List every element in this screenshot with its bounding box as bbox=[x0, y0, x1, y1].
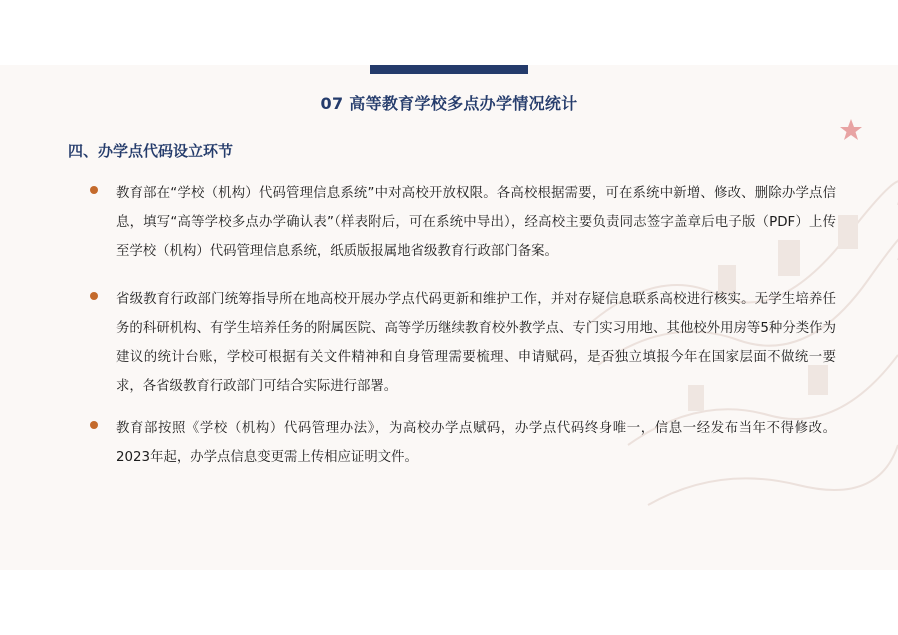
page-title: 07 高等教育学校多点办学情况统计 bbox=[320, 94, 578, 113]
star-icon bbox=[839, 118, 863, 142]
bullet-text: 省级教育行政部门统筹指导所在地高校开展办学点代码更新和维护工作，并对存疑信息联系高校进行核实。无学生培养任务的科研机构、有学生培养任务的附属医院、高等学历继续教育校外教学点、专门实习用地、其他校外用房等5种分类作为建议的统计台账，学校可根据有关文件精神和自身管理需要梳理、申请赋码，是否独立填报今年在国家层面不做统一要求，各省级教育行政部门可结合实际进行部署。 bbox=[116, 292, 836, 394]
bullet-text: 教育部在“学校（机构）代码管理信息系统”中对高校开放权限。各高校根据需要，可在系统中新增、修改、删除办学点信息，填写“高等学校多点办学确认表”（样表附后，可在系统中导出），经高校主要负责同志签字盖章后电子版（PDF）上传至学校（机构）代码管理信息系统，纸质版报属地省级教育行政部门备案。 bbox=[116, 186, 836, 259]
bullet-text: 教育部按照《学校（机构）代码管理办法》，为高校办学点赋码，办学点代码终身唯一，信息一经发布当年不得修改。2023年起，办学点信息变更需上传相应证明文件。 bbox=[116, 421, 836, 465]
section-heading: 四、办学点代码设立环节 bbox=[68, 142, 234, 160]
slide bbox=[0, 65, 898, 570]
title-accent-bar bbox=[370, 65, 528, 74]
bullet-dot-icon bbox=[90, 186, 98, 194]
bullet-dot-icon bbox=[90, 421, 98, 429]
bullet-dot-icon bbox=[90, 292, 98, 300]
